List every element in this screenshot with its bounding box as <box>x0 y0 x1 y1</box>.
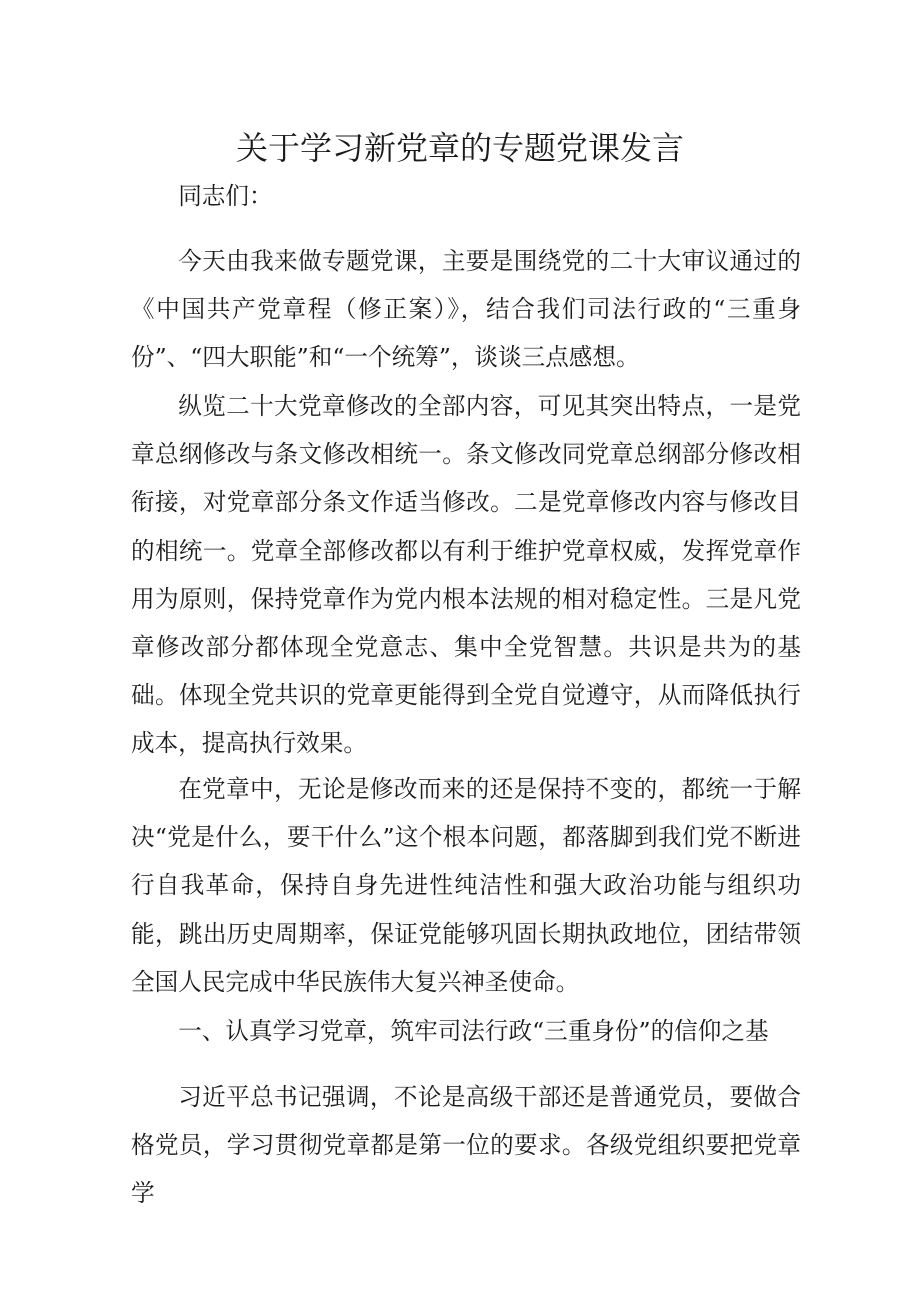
salutation: 同志们： <box>178 182 273 210</box>
document-title: 关于学习新党章的专题党课发言 <box>235 129 684 167</box>
section-heading-1: 一、认真学习党章，筑牢司法行政“三重身份”的信仰之基 <box>178 1017 769 1045</box>
paragraph-section-1: 习近平总书记强调，不论是高级干部还是普通党员，要做合格党员，学习贯彻党章都是第一位的要求。各级党组织要把党章学 <box>131 1083 801 1208</box>
paragraph-features: 纵览二十大党章修改的全部内容，可见其突出特点，一是党章总纲修改与条文修改相统一。条文修改同党章总纲部分修改相衔接，对党章部分条文作适当修改。二是党章修改内容与修改目的相统一。党章全部修改都以有利于维护党章权威，发挥党章作用为原则，保持党章作为党内根本法规的相对稳定性。三是凡党章修改部分都体现全党意志、集中全党智慧。共识是共为的基础。体现全党共识的党章更能得到全党自觉遵守，从而降低执行成本，提高执行效果。 <box>131 392 801 758</box>
paragraph-fundamental-question: 在党章中，无论是修改而来的还是保持不变的，都统一于解决“党是什么，要干什么”这个根本问题，都落脚到我们党不断进行自我革命，保持自身先进性纯洁性和强大政治功能与组织功能，跳出历史周期率，保证党能够巩固长期执政地位，团结带领全国人民完成中华民族伟大复兴神圣使命。 <box>131 775 801 996</box>
paragraph-intro: 今天由我来做专题党课，主要是围绕党的二十大审议通过的《中国共产党章程（修正案）》，结合我们司法行政的“三重身份”、“四大职能”和“一个统筹”，谈谈三点感想。 <box>131 247 801 372</box>
